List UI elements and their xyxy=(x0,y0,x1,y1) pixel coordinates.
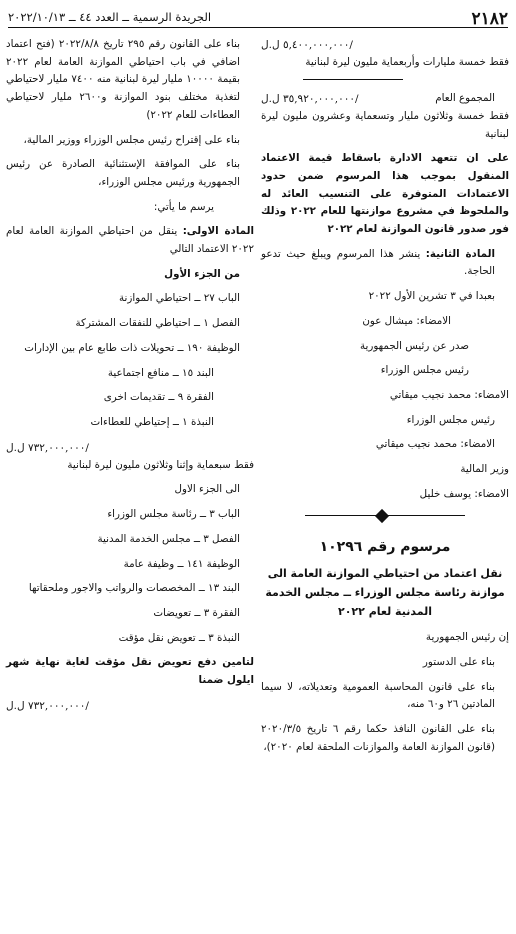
paragraph-line: الفقرة ٩ ــ تقديمات اخرى xyxy=(103,391,214,404)
page-number: ٢١٨٢ xyxy=(471,9,508,29)
to-section-line: الفصل ٣ ــ مجلس الخدمة المدنية xyxy=(97,532,240,545)
total-line xyxy=(261,90,509,108)
to-sub-line: النبذة ٣ ــ تعويض نقل مؤقت xyxy=(118,631,240,644)
section-line: الفصل ١ ــ احتياطي للنفقات المشتركة xyxy=(75,317,240,330)
based-on-law-295: بناء على القانون رقم ٢٩٥ تاريخ ٢٠٢٢/٨/٨ (فتح اعتماد اضافي في باب احتياطي الموازنة العامة لعام ٢٠٢٢ بقيمة ١٠٠٠٠ مليار ليرة لبنانية منه ٧٤٠٠ مليار لاحتياطي لتغذية مختلف بنود الموازنة و٢٦٠٠ مليار لاحتياطي العطاءات للعام ٢٠٢٢) xyxy=(6,38,240,121)
item-line: البند ١٥ ــ منافع اجتماعية xyxy=(107,366,214,379)
article-2-text: ينشر هذا المرسوم ويبلغ حيث تدعو الحاجة. xyxy=(261,247,495,278)
amount-line: ٥,٤٠٠,٠٠٠,٠٠٠ ل.ل/ xyxy=(261,39,353,51)
to-chapter-line: الباب ٣ ــ رئاسة مجلس الوزراء xyxy=(107,508,240,521)
based-on-constitution: بناء على الدستور xyxy=(422,655,495,668)
total-amount: ٣٥,٩٢٠,٠٠٠,٠٠٠ ل.ل/ xyxy=(261,92,359,105)
decree-number: مرسوم رقم ١٠٢٩٦ xyxy=(319,539,451,556)
right-column xyxy=(261,36,509,764)
amount-line-final: ٧٣٢,٠٠٠,٠٠٠ ل.ل/ xyxy=(6,699,89,712)
total-label: المجموع العام xyxy=(435,91,495,104)
based-on-proposal: بناء على إقتراح رئيس مجلس الوزراء ووزير المالية، xyxy=(23,133,240,146)
pm-title: رئيس مجلس الوزراء xyxy=(380,364,469,377)
to-part: الى الجزء الاول xyxy=(174,483,240,496)
decrees-line: يرسم ما يأتي: xyxy=(153,200,214,213)
sub-line: النبذة ١ ــ إحتياطي للعطاءات xyxy=(90,415,214,428)
signature-pm-second: الامضاء: محمد نجيب ميقاتي xyxy=(375,438,495,451)
chapter-line: الباب ٢٧ ــ احتياطي الموازنة xyxy=(119,292,240,305)
amount-line: ٧٣٢,٠٠٠,٠٠٠ ل.ل/ xyxy=(6,441,89,454)
finance-minister-title: وزير المالية xyxy=(460,463,509,476)
decorative-divider xyxy=(305,511,465,521)
decree-title: نقل اعتماد من احتياطي الموازنة العامة الى موازنة رئاسة مجلس الوزراء ــ مجلس الخدمة المدنية لعام ٢٠٢٢ xyxy=(265,566,505,619)
amount-words: فقط خمسة مليارات وأربعماية مليون ليرة لبنانية xyxy=(305,56,509,69)
page-header xyxy=(8,6,508,28)
to-function-line: الوظيفة ١٤١ ــ وظيفة عامة xyxy=(123,557,240,570)
article-1-text: ينقل من احتياطي الموازنة العامة لعام ٢٠٢٢ الاعتماد التالي xyxy=(6,225,254,256)
to-item-line: البند ١٣ ــ المخصصات والرواتب والاجور وملحقاتها xyxy=(28,582,240,595)
purpose-line: لتامين دفع تعويض نقل مؤقت لغاية نهاية شهر ايلول ضمنا xyxy=(6,656,254,687)
article-2 xyxy=(261,246,509,281)
article-2-label: المادة الثانية: xyxy=(425,247,495,260)
left-column xyxy=(6,36,254,715)
amount-words: فقط سبعماية وإثنا وثلاثون مليون ليرة لبنانية xyxy=(67,458,254,471)
pm-title-second: رئيس مجلس الوزراء xyxy=(406,413,495,426)
article-1 xyxy=(6,223,254,258)
gazette-title: الجريدة الرسمية ــ العدد ٤٤ ــ ٢٠٢٢/١٠/١٣ xyxy=(8,10,212,24)
signature-president: الامضاء: ميشال عون xyxy=(362,314,451,327)
total-words: فقط خمسة وثلاثون مليار وتسعماية وعشرون مليون ليرة لبنانية xyxy=(261,109,509,140)
date-line: بعبدا في ٣ تشرين الأول ٢٠٢٢ xyxy=(368,290,495,303)
issued-by: صدر عن رئيس الجمهورية xyxy=(359,339,469,352)
to-paragraph-line: الفقرة ٣ ــ تعويضات xyxy=(153,606,240,619)
from-part: من الجزء الأول xyxy=(164,267,240,280)
signature-finance: الامضاء: يوسف خليل xyxy=(419,487,509,500)
bold-note: على ان تتعهد الادارة باسقاط قيمة الاعتماد المنقول بموجب هذا المرسوم ضمن حدود الاعتمادات المتوفرة على التنسيب العائد له والملحوظ في مشروع موازنتها للعام ٢٠٢٢ وذلك فور صدور قانون الموازنة لعام ٢٠٢٢ xyxy=(261,152,509,236)
based-on-approval: بناء على الموافقة الإستثنائية الصادرة عن رئيس الجمهورية ورئيس مجلس الوزراء، xyxy=(6,158,240,188)
based-on-budget-law: بناء على القانون النافذ حكما رقم ٦ تاريخ ٢٠٢٠/٣/٥ (قانون الموازنة العامة والموازنات الملحقة لعام ٢٠٢٠)، xyxy=(261,723,495,753)
separator-line xyxy=(303,79,403,80)
signature-pm: الامضاء: محمد نجيب ميقاتي xyxy=(389,388,509,401)
based-on-accounting-law: بناء على قانون المحاسبة العمومية وتعديلاته، لا سيما المادتين ٢٦ و٦٠ منه، xyxy=(261,680,495,711)
function-line: الوظيفة ١٩٠ ــ تحويلات ذات طابع عام بين الإدارات xyxy=(24,341,240,354)
president-line: إن رئيس الجمهورية xyxy=(425,631,509,644)
article-1-label: المادة الاولى: xyxy=(182,225,254,238)
